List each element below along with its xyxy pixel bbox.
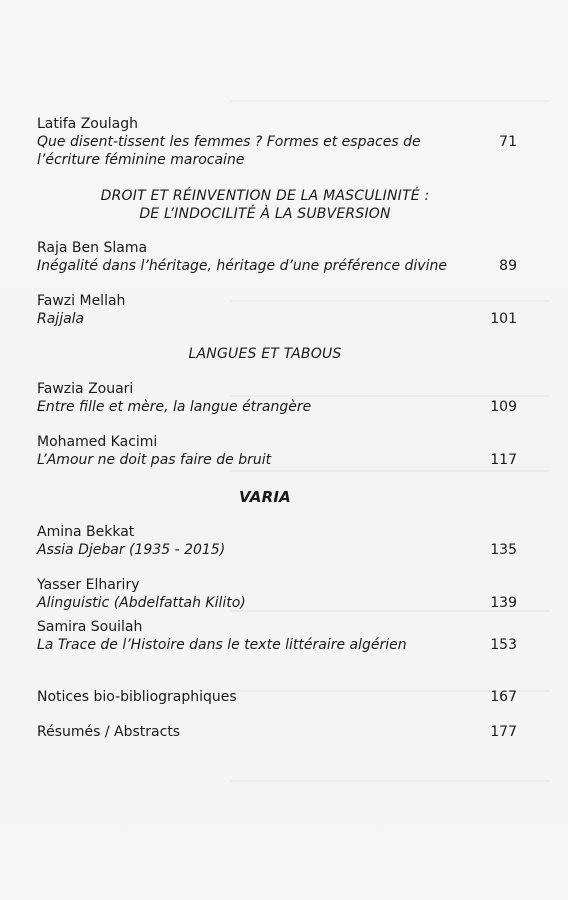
section-heading-varia: VARIA bbox=[239, 488, 291, 506]
toc-entry bbox=[37, 523, 517, 559]
section-heading-langues: LANGUES ET TABOUS bbox=[188, 346, 342, 362]
entry-page-number: 153 bbox=[490, 637, 517, 653]
entry-page-number: 89 bbox=[499, 258, 517, 274]
entry-title: Inégalité dans l’héritage, héritage d’une préférence divine bbox=[37, 258, 447, 274]
back-matter-entry bbox=[37, 688, 517, 706]
toc-entry bbox=[37, 433, 517, 469]
show-through-line bbox=[230, 470, 550, 472]
entry-author: Fawzi Mellah bbox=[37, 293, 126, 309]
entry-page-number: 177 bbox=[490, 724, 517, 740]
toc-entry bbox=[37, 380, 517, 416]
entry-author: Latifa Zoulagh bbox=[37, 116, 138, 132]
entry-page-number: 139 bbox=[490, 595, 517, 611]
entry-title-continued: l’écriture féminine marocaine bbox=[37, 152, 245, 168]
section-heading-line: DROIT ET RÉINVENTION DE LA MASCULINITÉ : bbox=[100, 188, 430, 204]
back-matter-label: Résumés / Abstracts bbox=[37, 724, 181, 740]
toc-entry bbox=[37, 618, 517, 654]
show-through-line bbox=[230, 100, 550, 102]
entry-author: Yasser Elhariry bbox=[37, 577, 140, 593]
entry-author: Samira Souilah bbox=[37, 619, 143, 635]
entry-author: Mohamed Kacimi bbox=[37, 434, 158, 450]
entry-title: Alinguistic (Abdelfattah Kilito) bbox=[37, 595, 246, 611]
entry-page-number: 167 bbox=[490, 689, 517, 705]
toc-entry bbox=[37, 239, 517, 275]
entry-author: Amina Bekkat bbox=[37, 524, 135, 540]
entry-title: L’Amour ne doit pas faire de bruit bbox=[37, 452, 272, 468]
entry-page-number: 117 bbox=[490, 452, 517, 468]
toc-entry bbox=[37, 292, 517, 328]
entry-author: Raja Ben Slama bbox=[37, 240, 148, 256]
show-through-line bbox=[230, 780, 550, 782]
toc-entry bbox=[37, 576, 517, 612]
back-matter-label: Notices bio-bibliographiques bbox=[37, 689, 237, 705]
entry-page-number: 109 bbox=[490, 399, 517, 415]
entry-page-number: 71 bbox=[499, 134, 517, 150]
entry-title: Rajjala bbox=[37, 311, 85, 327]
entry-title: Entre fille et mère, la langue étrangère bbox=[37, 399, 312, 415]
entry-title: La Trace de l’Histoire dans le texte littéraire algérien bbox=[37, 637, 407, 653]
entry-page-number: 135 bbox=[490, 542, 517, 558]
entry-author: Fawzia Zouari bbox=[37, 381, 134, 397]
section-heading-droit bbox=[37, 187, 493, 223]
entry-title: Assia Djebar (1935 - 2015) bbox=[37, 542, 226, 558]
entry-page-number: 101 bbox=[490, 311, 517, 327]
entry-title: Que disent-tissent les femmes ? Formes et espaces de bbox=[37, 134, 421, 150]
toc-entry bbox=[37, 115, 517, 169]
section-heading-line: DE L’INDOCILITÉ À LA SUBVERSION bbox=[139, 206, 391, 222]
back-matter-entry bbox=[37, 723, 517, 741]
